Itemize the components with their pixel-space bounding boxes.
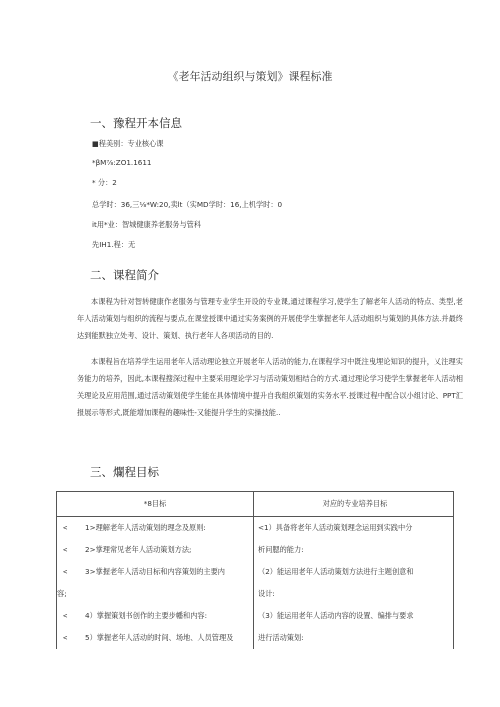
info-course-type: ■程美别：专业核心课 <box>92 139 164 148</box>
info-applicable-major: it用*业：智城健康养老服务与管科 <box>92 220 202 229</box>
list-item <box>57 517 253 539</box>
list-item <box>57 627 253 649</box>
list-item: （3）能运用老年人活动内容的设置、编排与要求 <box>258 611 414 620</box>
goal-text: 2>掌理常见老年人活动策划方法; <box>85 545 192 554</box>
info-credits: * 分：2 <box>92 178 117 187</box>
goal-text: 容; <box>57 589 67 598</box>
goals-left-cell <box>57 517 254 650</box>
section-heading-course-intro: 二、课程简介 <box>90 268 159 282</box>
info-course-code: *βM⅞:ZO1.1611 <box>92 158 152 167</box>
list-marker: < <box>63 567 68 576</box>
table-header-course-goal: *8目标 <box>57 492 254 517</box>
list-item <box>57 561 253 583</box>
table-header-row <box>57 492 454 517</box>
goal-text: 1>理解老年人活动策划的理念及原则: <box>85 523 206 532</box>
document-title: 《老年活动组织与策划》课程标准 <box>167 70 333 83</box>
list-marker: < <box>63 611 68 620</box>
list-item: （2）能运用老年人活动策划方法进行主题创意和 <box>258 567 414 576</box>
goal-text: 5）掌握老年人活动的时间、场地、人员管理及 <box>85 633 234 642</box>
list-item: 析问腮的能力: <box>258 545 304 554</box>
section-heading-basic-info: 一、豫程开本信息 <box>90 116 182 130</box>
intro-paragraph-1: 本课程为针对智转健康作老服务与管理专业学生开设的专业课,通过课程学习,使学生了解老年人活动的特点、类型,老年人活动策划与组织的流程与要点,在课堂授课中通过实务案例的开展使学生掌握老年人活动组织与策划的具体方法.并最终达到能默独立处考、设计、策划、执行老年人各项活动的目的. <box>77 297 463 340</box>
list-marker: < <box>63 633 68 642</box>
info-total-hours: 总学时：36,三⅛*W:20,卖lt（实MD学时：16,上机学时：0 <box>92 200 283 209</box>
goals-table <box>56 491 454 649</box>
list-item: <1）具备将老年人活动策划理念运用到实践中分 <box>258 523 413 532</box>
list-item: 进行活动策划: <box>258 633 304 642</box>
list-marker: < <box>63 523 68 532</box>
info-prerequisite: 先IH1.程：无 <box>92 240 136 249</box>
goal-text: 4）掌握策划书创作的主要步幡和内容: <box>85 611 207 620</box>
list-item: 设计: <box>258 589 275 598</box>
table-row <box>57 517 454 650</box>
list-marker: < <box>63 545 68 554</box>
table-header-training-goal: 对应的专业培养目标 <box>254 492 454 517</box>
section-heading-course-goals: 三、爛程目标 <box>90 465 159 479</box>
goal-text: 3>掌握老年人活动目标和内容策划的主要内 <box>85 567 225 576</box>
list-item-continuation <box>57 583 253 605</box>
list-item <box>57 539 253 561</box>
intro-paragraph-2: 本课程旨在培养学生运用老年人活动理论独立开展老年人活动的能力,在课程学习中既注曳埋论知识的提升，乂注理实务能力的培养，因此,本课程搜深过程中主要采用理论学习与活动策划相结合的方式.通过理论学习使学生掌握老年人活动相关理论及应用范围,通过活动策划使学生能在具体情境中提升自我组织策划的实务水平.授课过程中配合以小组讨论、PPT汇报展示等形式,既能增加课程的趣味性-又能提升学生的实操技能.. <box>77 357 463 417</box>
list-item <box>57 605 253 627</box>
goals-right-cell <box>254 517 454 650</box>
